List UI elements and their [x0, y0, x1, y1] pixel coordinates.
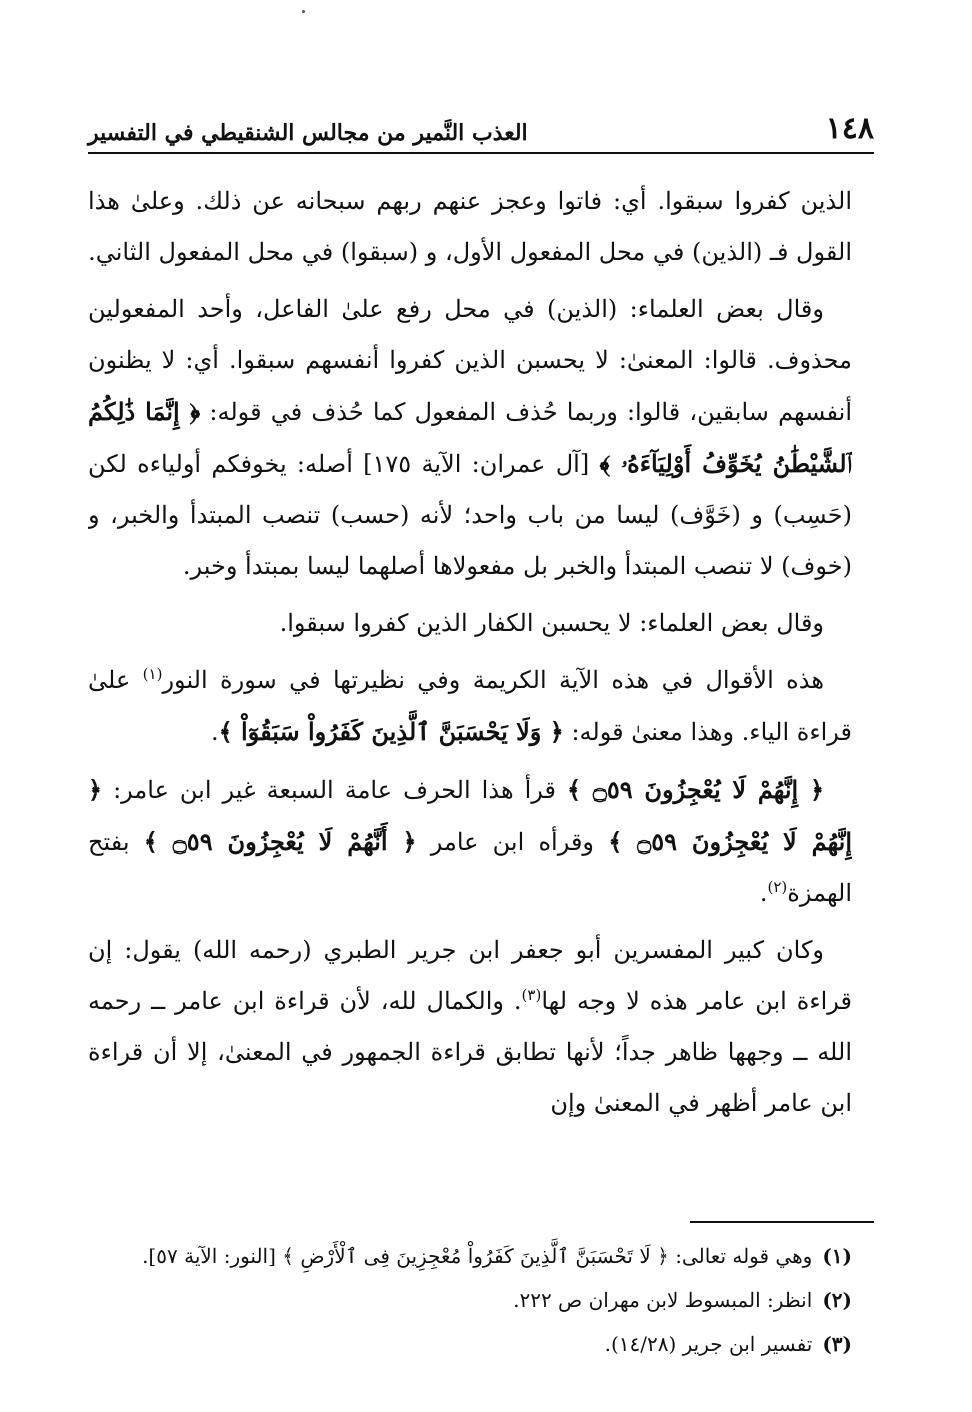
quran-verse-4: ﴿ إِنَّهُمْ لَا يُعْجِزُونَ ۝٥٩ ﴾ — [88, 775, 852, 856]
footnote-ref-3: (٣) — [521, 986, 542, 1004]
paragraph-5-text-d: . — [759, 879, 768, 907]
paragraph-1 — [88, 176, 852, 278]
footnote-number: (١) — [822, 1244, 852, 1268]
footnote-text: انظر: المبسوط لابن مهران ص ٢٢٢. — [513, 1288, 813, 1312]
footnote-text: وهي قوله تعالى: ﴿ لَا تَحْسَبَنَّ ٱلَّذِينَ كَفَرُواْ مُعْجِزِينَ فِى ٱلْأَرْضِ ﴾ [النور: الآية ٥٧]. — [142, 1244, 813, 1268]
paragraph-1-text: الذين كفروا سبقوا. أي: فاتوا وعجز عنهم ربهم سبحانه عن ذلك. وعلىٰ هذا القول فـ (الذين) في محل المفعول الأول، و (سبقوا) في محل المفعول الثاني. — [88, 187, 852, 266]
footnote-1 — [88, 1234, 852, 1278]
footnote-number: (٢) — [822, 1288, 852, 1312]
footnotes — [88, 1234, 852, 1366]
paragraph-5-text-a: قرأ هذا الحرف عامة السبعة غير ابن عامر: — [102, 776, 568, 804]
paragraph-6 — [88, 925, 852, 1129]
quran-verse-3: ﴿ إِنَّهُمْ لَا يُعْجِزُونَ ۝٥٩ ﴾ — [567, 775, 825, 804]
paragraph-6-text-a: وكان كبير المفسرين أبو جعفر ابن جرير الطبري (رحمه الله) يقول: إن قراءة ابن عامر هذه لا وجه لها — [88, 936, 852, 1015]
quran-verse-2: ﴿ وَلَا يَحْسَبَنَّ ٱلَّذِينَ كَفَرُواْ سَبَقُوٓاْ ﴾ — [218, 717, 564, 746]
paragraph-4 — [88, 655, 852, 758]
paragraph-5-text-c: بفتح الهمزة — [88, 828, 852, 907]
paragraph-6-text-b: . والكمال لله، لأن قراءة ابن عامر ــ رحمه الله ــ وجهها ظاهر جداً؛ لأنها تطابق قراءة الجمهور في المعنىٰ، إلا أن قراءة ابن عامر أظهر في المعنىٰ وإن — [88, 987, 852, 1117]
quran-verse-5: ﴿ أَنَّهُمْ لَا يُعْجِزُونَ ۝٥٩ ﴾ — [143, 827, 417, 856]
paragraph-3-text: وقال بعض العلماء: لا يحسبن الكفار الذين كفروا سبقوا. — [279, 609, 824, 637]
footnote-ref-1: (١) — [142, 665, 163, 683]
footnote-2 — [88, 1278, 852, 1322]
footnote-ref-2: (٢) — [767, 878, 788, 896]
paragraph-2-text-b: [آل عمران: الآية ١٧٥] أصله: يخوفكم أولياءه لكن (حَسِب) و (خَوَّف) ليسا من باب واحد؛ لأنه (حسب) تنصب المبتدأ والخبر، و (خوف) لا تنصب المبتدأ والخبر بل مفعولاها أصلهما ليسا بمبتدأ وخبر. — [88, 450, 852, 580]
paragraph-4-text-a: هذه الأقوال في هذه الآية الكريمة وفي نظيرتها في سورة النور — [162, 666, 824, 694]
paragraph-2 — [88, 284, 852, 592]
paragraph-4-text-b: علىٰ قراءة الياء. وهذا معنىٰ قوله: — [88, 666, 852, 746]
body-text — [88, 176, 852, 1206]
quran-verse-1: ﴿ إِنَّمَا ذَٰلِكُمُ ٱلشَّيْطَٰنُ يُخَوِّفُ أَوْلِيَآءَهُۥ ﴾ — [88, 397, 852, 478]
top-dot — [302, 10, 305, 13]
paragraph-5 — [88, 764, 852, 919]
page-header — [88, 110, 874, 154]
paragraph-2-text-a: وقال بعض العلماء: (الذين) في محل رفع علىٰ الفاعل، وأحد المفعولين محذوف. قالوا: المعنىٰ: لا يحسبن الذين كفروا أنفسهم سبقوا. أي: لا يظنون أنفسهم سابقين، قالوا: وربما حُذف المفعول كما حُذف في قوله: — [88, 295, 852, 426]
paragraph-4-text-c: . — [211, 718, 219, 746]
footnote-number: (٣) — [822, 1332, 852, 1356]
footnote-text: تفسير ابن جرير (١٤/٢٨). — [604, 1332, 813, 1356]
footnote-divider — [690, 1221, 874, 1223]
running-title: العذب النَّمير من مجالس الشنقيطي في التفسير — [88, 120, 528, 146]
footnote-3 — [88, 1322, 852, 1366]
paragraph-3 — [88, 598, 852, 649]
paragraph-5-text-b: وقرأه ابن عامر — [416, 828, 609, 856]
page-number: ١٤٨ — [825, 111, 874, 146]
